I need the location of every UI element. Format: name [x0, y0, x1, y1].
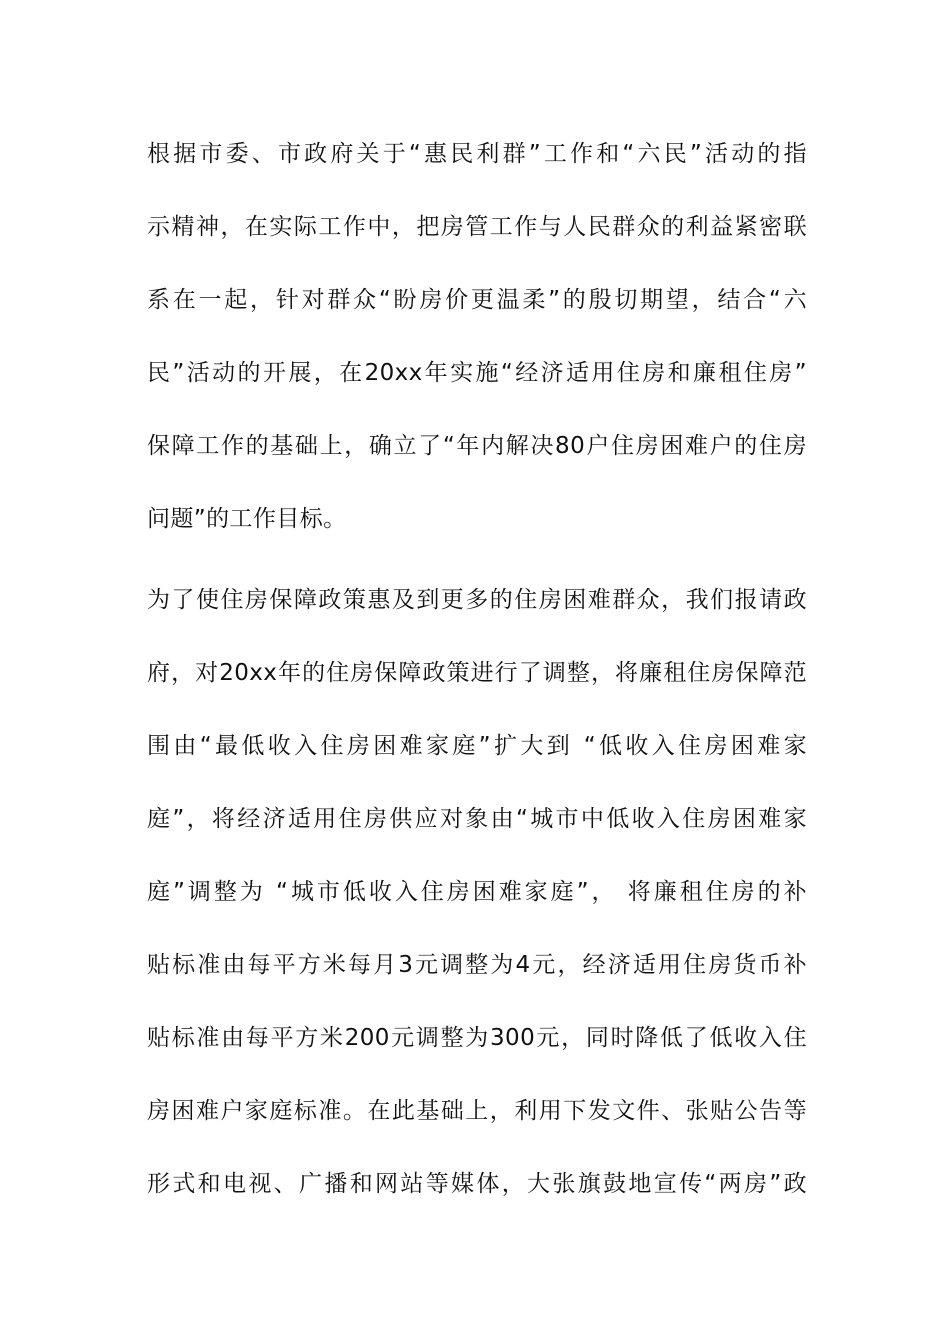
text-line: 围由“最低收入住房困难家庭”扩大到 “低收入住房困难家	[147, 733, 807, 759]
text-line: 房困难户家庭标准。在此基础上，利用下发文件、张贴公告等	[147, 1098, 807, 1124]
text-line: 贴标准由每平方米200元调整为300元，同时降低了低收入住	[147, 1025, 807, 1051]
text-line: 贴标准由每平方米每月3元调整为4元，经济适用住房货币补	[147, 952, 807, 978]
text-line: 庭”，将经济适用住房供应对象由“城市中低收入住房困难家	[147, 806, 807, 832]
text-line: 根据市委、市政府关于“惠民利群”工作和“六民”活动的指	[147, 141, 807, 167]
text-line: 民”活动的开展，在20xx年实施“经济适用住房和廉租住房”	[147, 360, 807, 386]
text-line: 系在一起，针对群众“盼房价更温柔”的殷切期望，结合“六	[147, 287, 807, 313]
text-line: 府，对20xx年的住房保障政策进行了调整，将廉租住房保障范	[147, 660, 807, 686]
text-line: 庭”调整为 “城市低收入住房困难家庭”， 将廉租住房的补	[147, 879, 807, 905]
text-line: 形式和电视、广播和网站等媒体，大张旗鼓地宣传“两房”政	[147, 1171, 807, 1197]
text-line: 示精神，在实际工作中，把房管工作与人民群众的利益紧密联	[147, 214, 807, 240]
text-line: 为了使住房保障政策惠及到更多的住房困难群众，我们报请政	[147, 587, 807, 613]
text-line: 问题”的工作目标。	[147, 506, 347, 532]
text-line: 保障工作的基础上，确立了“年内解决80户住房困难户的住房	[147, 433, 807, 459]
